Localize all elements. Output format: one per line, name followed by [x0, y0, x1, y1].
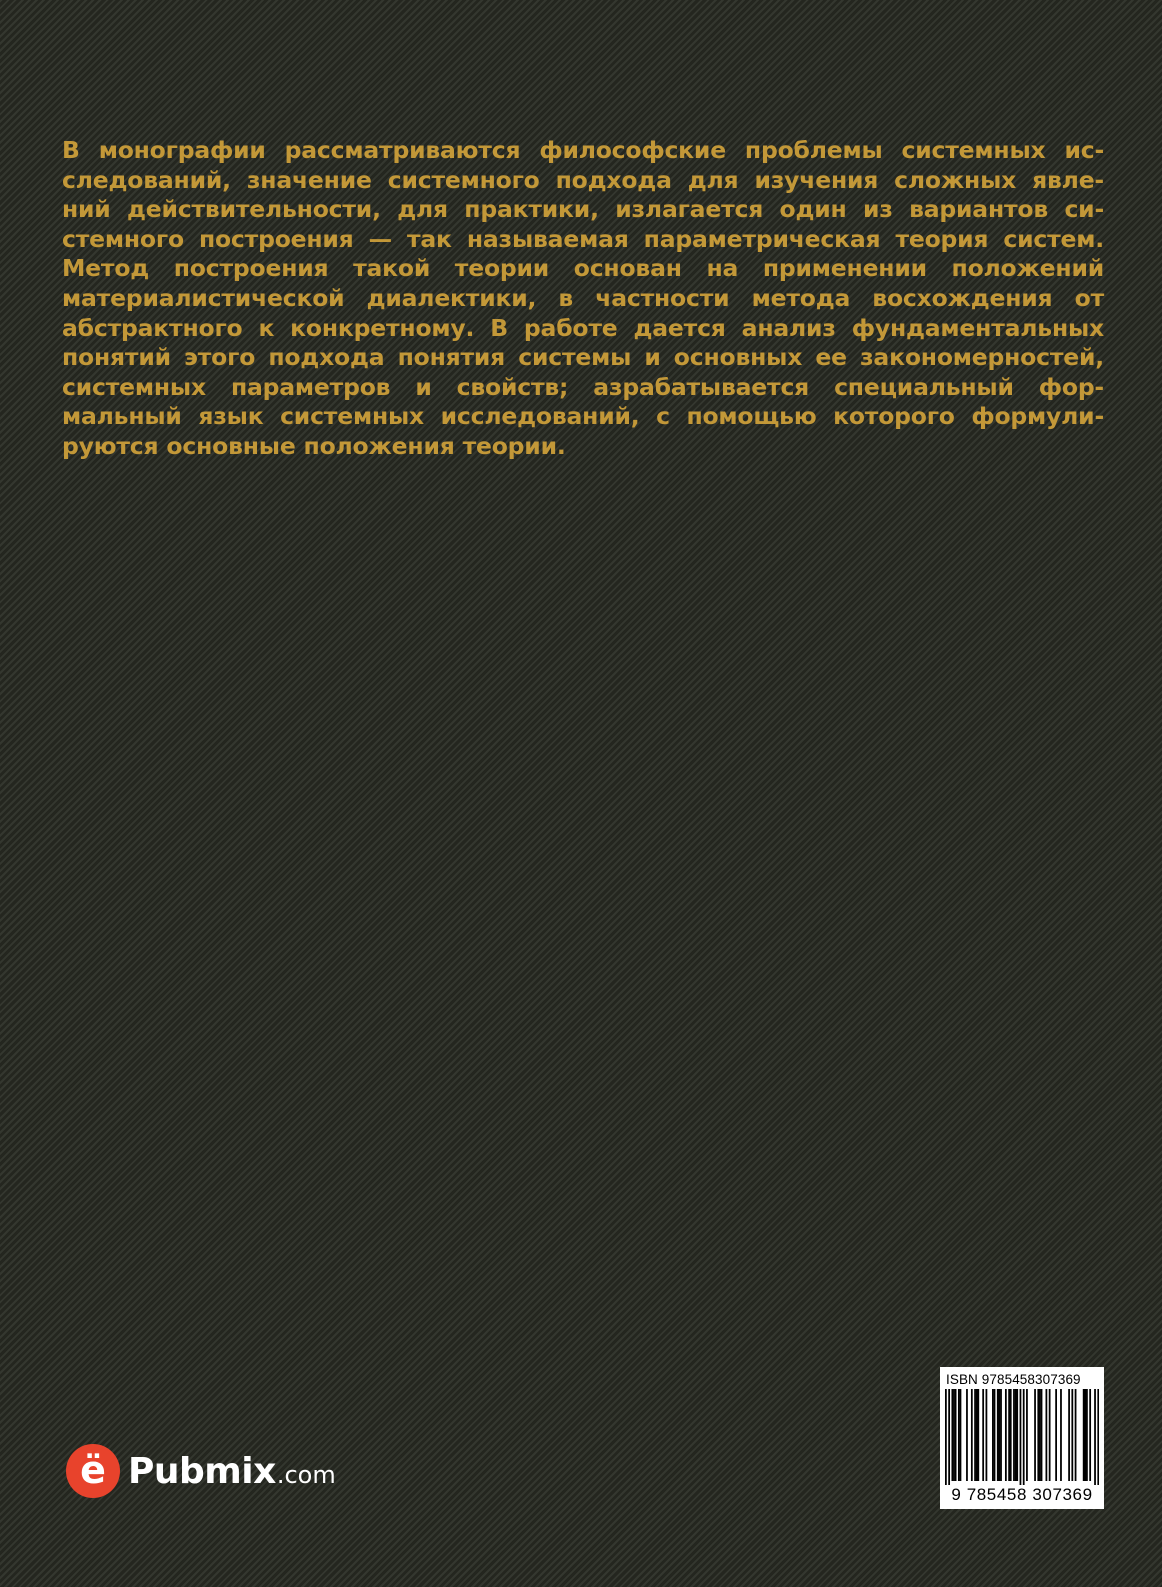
description-line: понятий этого подхода понятия системы и основных ее закономерностей,	[62, 343, 1104, 372]
barcode-bar	[1039, 1389, 1041, 1481]
barcode-bar	[1041, 1389, 1043, 1481]
publisher-name: Pubmix	[128, 1450, 276, 1492]
barcode-bar	[982, 1389, 984, 1481]
barcode-bar	[1020, 1389, 1022, 1485]
description-line: Метод построения такой теории основан на применении положений	[62, 254, 1104, 283]
description-line: мальный язык системных исследований, с помощью которого формули-	[62, 402, 1104, 431]
description-line: руются основные положения теории.	[62, 431, 566, 460]
barcode-bar	[1023, 1389, 1025, 1485]
barcode-bar	[1083, 1389, 1085, 1481]
barcode-bar	[1037, 1389, 1039, 1481]
publisher-domain: .com	[276, 1461, 336, 1489]
description-line: следований, значение системного подхода для изучения сложных явле-	[62, 165, 1104, 194]
barcode-bar	[977, 1389, 979, 1481]
publisher-badge-icon	[66, 1444, 120, 1498]
isbn-label: ISBN 9785458307369	[946, 1372, 1081, 1387]
publisher-logo	[66, 1444, 336, 1498]
barcode-bar	[953, 1389, 955, 1481]
barcode-bar	[966, 1389, 968, 1481]
description-line: стемного построения — так называемая параметрическая теория систем.	[62, 224, 1104, 253]
barcode-bar	[1086, 1389, 1088, 1481]
barcode-digits: 9 785458 307369	[951, 1485, 1093, 1504]
barcode-bar	[974, 1389, 976, 1481]
barcode-bar	[1097, 1389, 1099, 1485]
barcode-bars	[945, 1389, 1099, 1485]
barcode-bar	[1013, 1389, 1015, 1481]
barcode-bar	[1005, 1389, 1007, 1481]
description-line: абстрактного к конкретному. В работе дается анализ фундаментальных	[62, 313, 1104, 342]
barcode-bar	[971, 1389, 973, 1481]
barcode-bar	[948, 1389, 950, 1485]
description-line: В монографии рассматриваются философские проблемы системных ис-	[62, 136, 1104, 164]
barcode-bar	[1026, 1389, 1028, 1481]
barcode-bar	[1068, 1389, 1070, 1481]
description-line: материалистической диалектики, в частности метода восхождения от	[62, 283, 1104, 312]
barcode-bar	[958, 1389, 960, 1481]
barcode-bar	[1075, 1389, 1077, 1481]
barcode-bar	[1046, 1389, 1048, 1481]
barcode-bar	[1015, 1389, 1017, 1481]
barcode-bar	[945, 1389, 947, 1485]
barcode-bar	[955, 1389, 957, 1481]
barcode-bar	[1055, 1389, 1057, 1481]
barcode-bar	[997, 1389, 999, 1481]
barcode-bar	[951, 1389, 953, 1481]
barcode-bar	[1000, 1389, 1002, 1481]
barcode-bar	[1008, 1389, 1010, 1481]
barcode-bar	[960, 1389, 962, 1481]
barcode-bar	[1089, 1389, 1091, 1481]
barcode-bar	[986, 1389, 988, 1481]
isbn-barcode	[940, 1367, 1104, 1509]
barcode-bar	[994, 1389, 996, 1481]
description-line: ний действительности, для практики, излагается один из вариантов си-	[62, 195, 1104, 224]
barcode-bar	[1071, 1389, 1073, 1481]
barcode-bar	[1094, 1389, 1096, 1485]
description-line: системных параметров и свойств; азрабатывается специальный фор-	[62, 372, 1104, 401]
barcode-bar	[1049, 1389, 1051, 1481]
publisher-badge-letter: ё	[80, 1448, 106, 1492]
barcode-bar	[998, 1389, 1000, 1481]
barcode-bar	[976, 1389, 978, 1481]
barcode-bar	[1010, 1389, 1012, 1481]
barcode-bar	[1060, 1389, 1062, 1481]
barcode-bar	[1016, 1389, 1018, 1481]
barcode-bar	[1034, 1389, 1036, 1481]
barcode-bar	[992, 1389, 994, 1481]
description-text	[62, 136, 1104, 462]
barcode-bar	[1084, 1389, 1086, 1481]
